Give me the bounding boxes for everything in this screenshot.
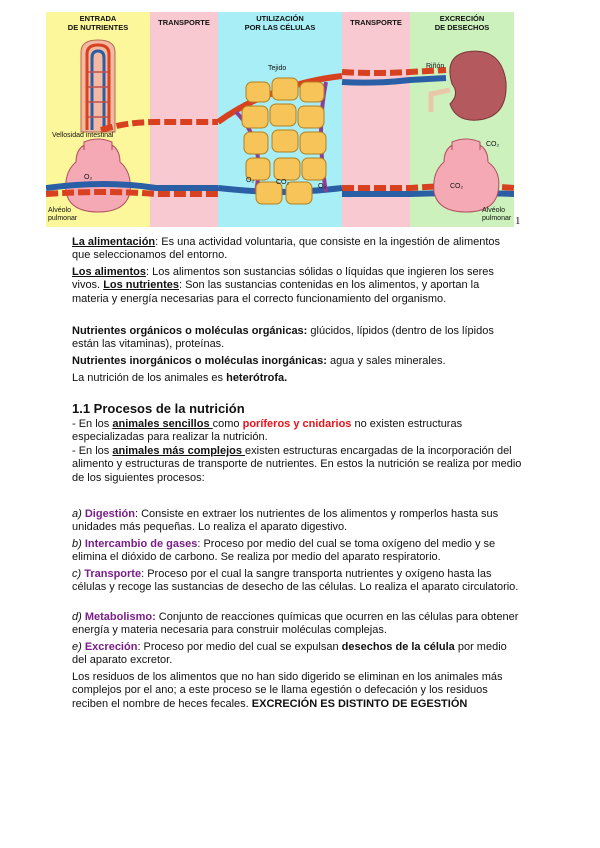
- term-digestion: Digestión: [84, 508, 135, 520]
- letter-a: a): [72, 508, 85, 520]
- label-co2-right: CO₂: [486, 141, 500, 148]
- text-transporte: : Proceso por el cual la sangre transporta nutrientes y oxígeno hasta las células y recoge las sustancias de desecho de las células. Lo realiza el aparato circulatorio.: [72, 568, 519, 594]
- header-entrada-2: DE NUTRIENTES: [67, 23, 129, 32]
- process-intercambio: [72, 538, 522, 565]
- term-heterotrofa: heterótrofa.: [226, 372, 288, 384]
- paragraph-egestion: [72, 671, 522, 711]
- text-nutrientes: : Son las sustancias contenidas en los alimentos, y aportan la materia y energía necesarias para el correcto funcionamiento del organismo.: [72, 279, 480, 305]
- label-o2-left: O₂: [84, 174, 93, 181]
- bullet2-pre: - En los: [72, 445, 113, 457]
- paragraph-alimentacion: [72, 236, 512, 263]
- process-metabolismo: [72, 611, 522, 638]
- intestinal-villus-illustration: [81, 40, 115, 132]
- header-transporte-1: TRANSPORTE: [158, 18, 210, 27]
- bullet1-mid: como: [212, 418, 243, 430]
- text-alimentacion: : Es una actividad voluntaria, que consiste en la ingestión de alimentos que seleccionamos del entorno.: [72, 236, 501, 262]
- text-heterotrofa: La nutrición de los animales es: [72, 372, 227, 384]
- bullet1-post: no existen estructuras especializadas para realizar la nutrición.: [72, 418, 463, 444]
- term-excrecion: Excreción: [84, 641, 138, 653]
- letter-e: e): [72, 641, 85, 653]
- bullet-sencillos: [72, 418, 522, 445]
- text-alimentos: : Los alimentos son sustancias sólidas o líquidas que ingieren los seres vivos.: [72, 266, 494, 292]
- process-transporte: [72, 568, 522, 595]
- term-alimentos: Los alimentos: [72, 266, 146, 278]
- term-transporte: Transporte: [84, 568, 142, 580]
- paragraph-alimentos: [72, 266, 512, 306]
- label-rinon: Riñón: [426, 63, 445, 70]
- letter-d: d): [72, 611, 85, 623]
- term-alimentacion: La alimentación: [72, 236, 156, 248]
- header-entrada-1: ENTRADA: [79, 14, 117, 23]
- header-excrecion-1: EXCRECIÓN: [439, 14, 485, 23]
- text-digestion: : Consiste en extraer los nutrientes de los alimentos y romperlos hasta sus unidades más pequeñas. Lo realiza el aparato digestivo.: [72, 508, 499, 534]
- term-intercambio: Intercambio de gases: [84, 538, 198, 550]
- term-inorganicos: Nutrientes inorgánicos o moléculas inorgánicas:: [72, 355, 327, 367]
- term-animales-sencillos: animales sencillos: [112, 418, 213, 430]
- header-utilizacion-1: UTILIZACIÓN: [256, 14, 304, 23]
- text-organicos: glúcidos, lípidos (dentro de los lípidos están las vitaminas), proteínas.: [72, 325, 494, 351]
- term-excrecion-distinto: EXCRECIÓN ES DISTINTO DE EGESTIÓN: [251, 697, 468, 710]
- paragraph-organicos: [72, 325, 512, 352]
- text-excrecion: : Proceso por medio del cual se expulsan: [137, 641, 342, 653]
- process-excrecion: [72, 641, 522, 668]
- letter-b: b): [72, 538, 85, 550]
- label-o2-center: O₂: [246, 177, 255, 184]
- term-organicos: Nutrientes orgánicos o moléculas orgánicas:: [72, 325, 308, 337]
- bullet-complejos: [72, 445, 522, 485]
- term-animales-complejos: animales más complejos: [112, 445, 246, 457]
- header-transporte-2: TRANSPORTE: [350, 18, 402, 27]
- label-co2-mid: CO₂: [450, 183, 464, 190]
- term-poriferos: poríferos y cnidarios: [242, 418, 352, 430]
- text-intercambio: : Proceso por medio del cual se toma oxígeno del medio y se elimina el dióxido de carbono. Se realiza por medio del aparato respiratorio.: [72, 538, 496, 564]
- label-alveolo-right-2: pulmonar: [482, 215, 512, 222]
- term-nutrientes: Los nutrientes: [103, 279, 179, 292]
- label-co2-center: CO₂: [276, 179, 290, 186]
- bullet2-post: existen estructuras encargadas de la incorporación del alimento y estructuras de transporte de nutrientes. En estos la nutrición se realiza por medio de los siguientes procesos:: [72, 445, 522, 484]
- header-excrecion-2: DE DESECHOS: [434, 23, 490, 32]
- term-desechos: desechos de la célula: [341, 641, 455, 653]
- paragraph-inorganicos: [72, 355, 512, 368]
- text-inorganicos: agua y sales minerales.: [326, 355, 446, 367]
- paragraph-heterotrofa: [72, 372, 512, 385]
- process-digestion: [72, 508, 522, 535]
- nutrition-diagram: [46, 12, 514, 227]
- term-metabolismo: Metabolismo:: [84, 611, 156, 623]
- bullet1-pre: - En los: [72, 418, 113, 430]
- text-egestion: Los residuos de los alimentos que no han sido digerido se eliminan en los animales más complejos por el ano; a este proceso se le llama egestión o defecación y los residuos reciben el nombre de heces fecales.: [72, 671, 503, 710]
- label-o2-mid: O₂: [318, 183, 327, 190]
- section-title: 1.1 Procesos de la nutrición: [72, 401, 245, 416]
- header-utilizacion-2: POR LAS CÉLULAS: [244, 23, 316, 32]
- page-number: 1: [515, 215, 521, 227]
- label-alveolo-left-1: Alvéolo: [48, 207, 71, 214]
- label-vellosidad: Vellosidad intestinal: [52, 132, 114, 139]
- letter-c: c): [72, 568, 85, 580]
- text-metabolismo: Conjunto de reacciones químicas que ocurren en las células para obtener energía y materia necesaria para construir moléculas complejas.: [72, 611, 519, 637]
- label-alveolo-right-1: Alvéolo: [482, 207, 505, 214]
- text-excrecion-2: por medio del aparato excretor.: [72, 641, 507, 667]
- label-alveolo-left-2: pulmonar: [48, 215, 78, 222]
- label-tejido: Tejido: [268, 65, 287, 72]
